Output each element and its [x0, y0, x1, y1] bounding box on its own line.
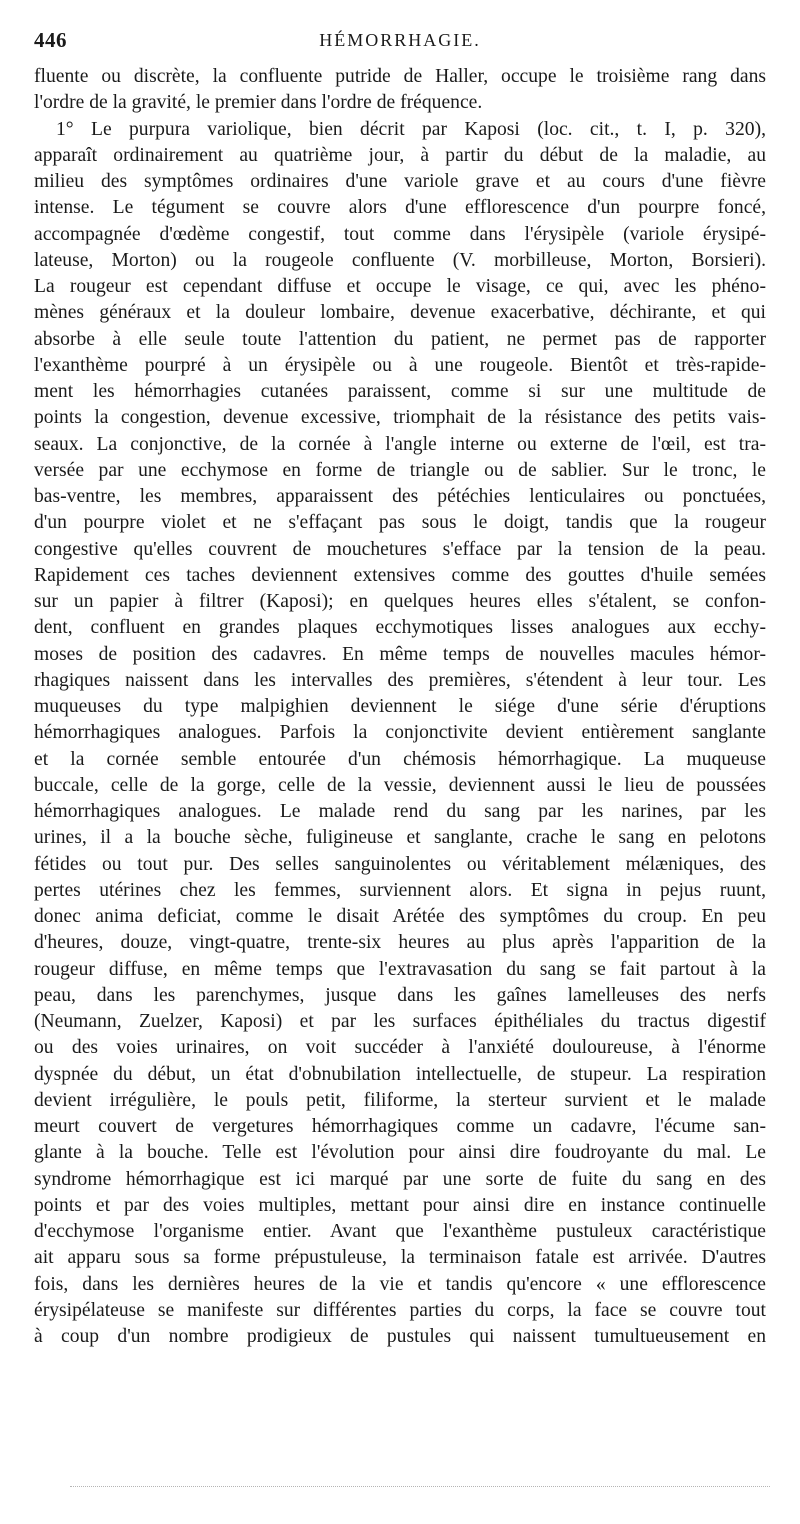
text-line: ou des voies urinaires, on voit succéder à l'anxiété douloureuse, à l'énorme [34, 1037, 766, 1059]
text-line: glante à la bouche. Telle est l'évolution pour ainsi dire foudroyante du mal. Le [34, 1142, 766, 1164]
text-line: donec anima deficiat, comme le disait Arétée des symptômes du croup. En peu [34, 906, 766, 927]
page-number: 446 [34, 28, 67, 52]
text-line: Rapidement ces taches deviennent extensives comme des gouttes d'huile semées [34, 564, 766, 586]
text-line: muqueuses du type malpighien deviennent le siége d'une série d'éruptions [34, 696, 766, 717]
text-line: sur un papier à filtrer (Kaposi); en quelques heures elles s'étalent, se confon- [34, 591, 766, 612]
text-line: érysipélateuse se manifeste sur différentes parties du corps, la face se couvre tout [34, 1299, 766, 1321]
text-line: l'ordre de la gravité, le premier dans l'ordre de fréquence. [34, 92, 483, 114]
text-line: (Neumann, Zuelzer, Kaposi) et par les surfaces épithéliales du tractus digestif [34, 1011, 766, 1032]
text-line: peau, dans les parenchymes, jusque dans les gaînes lamelleuses des nerfs [34, 984, 766, 1006]
body-text [34, 64, 766, 1377]
text-line: ait apparu sous sa forme prépustuleuse, la terminaison fatale est arrivée. D'autres [34, 1247, 766, 1269]
text-line: dyspnée du début, un état d'obnubilation intellectuelle, de stupeur. La respiration [34, 1063, 766, 1085]
text-line: meurt couvert de vergetures hémorrhagiques comme un cadavre, l'écume san- [34, 1116, 766, 1137]
footer-divider [70, 1486, 770, 1487]
text-line: pertes utérines chez les femmes, surviennent alors. Et signa in pejus ruunt, [34, 879, 766, 901]
text-line: seaux. La conjonctive, de la cornée à l'angle interne ou externe de l'œil, est tra- [34, 433, 766, 455]
text-line: mènes généraux et la douleur lombaire, devenue exacerbative, déchirante, et qui [34, 302, 766, 324]
running-title: HÉMORRHAGIE. [319, 30, 481, 50]
text-line: rougeur diffuse, en même temps que l'extravasation du sang se fait partout à la [34, 958, 766, 980]
text-line: intense. Le tégument se couvre alors d'une efflorescence d'un pourpre foncé, [34, 197, 766, 219]
text-line: syndrome hémorrhagique est ici marqué par une sorte de fuite du sang en des [34, 1168, 766, 1190]
text-line: et la cornée semble entourée d'un chémosis hémorrhagique. La muqueuse [34, 748, 766, 770]
text-line: d'un pourpre violet et ne s'effaçant pas sous le doigt, tandis que la rougeur [34, 512, 766, 534]
text-line: accompagnée d'œdème congestif, tout comme dans l'érysipèle (variole érysipé- [34, 223, 766, 245]
text-line: l'exanthème pourpré à un érysipèle ou à une rougeole. Bientôt et très-rapide- [34, 354, 766, 376]
text-line [34, 1350, 766, 1376]
text-line: points et par des voies multiples, mettant pour ainsi dire en instance continuelle [34, 1194, 766, 1216]
text-line: à coup d'un nombre prodigieux de pustules qui naissent tumultueusement en [34, 1326, 766, 1347]
text-line: bas-ventre, les membres, apparaissent des pétéchies lenticulaires ou ponctuées, [34, 486, 766, 507]
text-line: ment les hémorrhagies cutanées paraissent, comme si sur une multitude de [34, 381, 766, 402]
text-line: points la congestion, devenue excessive, triomphait de la résistance des petits vais- [34, 407, 766, 429]
text-line: dent, confluent en grandes plaques ecchymotiques lisses analogues aux ecchy- [34, 617, 766, 639]
text-line: versée par une ecchymose en forme de triangle ou de sablier. Sur le tronc, le [34, 459, 766, 481]
text-line: buccale, celle de la gorge, celle de la vessie, deviennent aussi le lieu de poussées [34, 774, 766, 796]
text-line: fétides ou tout pur. Des selles sanguinolentes ou véritablement mélæniques, des [34, 853, 766, 875]
text-line: La rougeur est cependant diffuse et occupe le visage, ce qui, avec les phéno- [34, 276, 766, 297]
text-line: hémorrhagiques analogues. Le malade rend du sang par les narines, par les [34, 801, 766, 822]
text-line: congestive qu'elles couvrent de mouchetures s'efface par la tension de la peau. [34, 538, 766, 560]
text-line: hémorrhagiques analogues. Parfois la conjonctivite devient entièrement sanglante [34, 722, 766, 744]
text-line: lateuse, Morton) ou la rougeole confluente (V. morbilleuse, Morton, Borsieri). [34, 249, 766, 271]
text-line: urines, il a la bouche sèche, fuligineuse et sanglante, crache le sang en pelotons [34, 827, 766, 849]
text-line: rhagiques naissent dans les intervalles des premières, s'étendent à leur tour. Les [34, 669, 766, 691]
text-line: 1° Le purpura variolique, bien décrit par Kaposi (loc. cit., t. I, p. 320), [56, 118, 766, 140]
text-line: d'ecchymose l'organisme entier. Avant que l'exanthème pustuleux caractéristique [34, 1221, 766, 1242]
text-line: apparaît ordinairement au quatrième jour, à partir du début de la maladie, au [34, 144, 766, 166]
text-line: devient irrégulière, le pouls petit, filiforme, la sterteur survient et le malade [34, 1089, 766, 1111]
running-head [34, 28, 766, 60]
text-line: d'heures, douze, vingt-quatre, trente-six heures au plus après l'apparition de la [34, 932, 766, 954]
text-line: fois, dans les dernières heures de la vie et tandis qu'encore « une efflorescence [34, 1273, 766, 1295]
text-line: milieu des symptômes ordinaires d'une variole grave et au cours d'une fièvre [34, 171, 766, 192]
text-line: moses de position des cadavres. En même temps de nouvelles macules hémor- [34, 643, 766, 665]
text-line: absorbe à elle seule toute l'attention du patient, ne permet pas de rapporter [34, 328, 766, 350]
text-line: fluente ou discrète, la confluente putride de Haller, occupe le troisième rang dans [34, 66, 766, 87]
